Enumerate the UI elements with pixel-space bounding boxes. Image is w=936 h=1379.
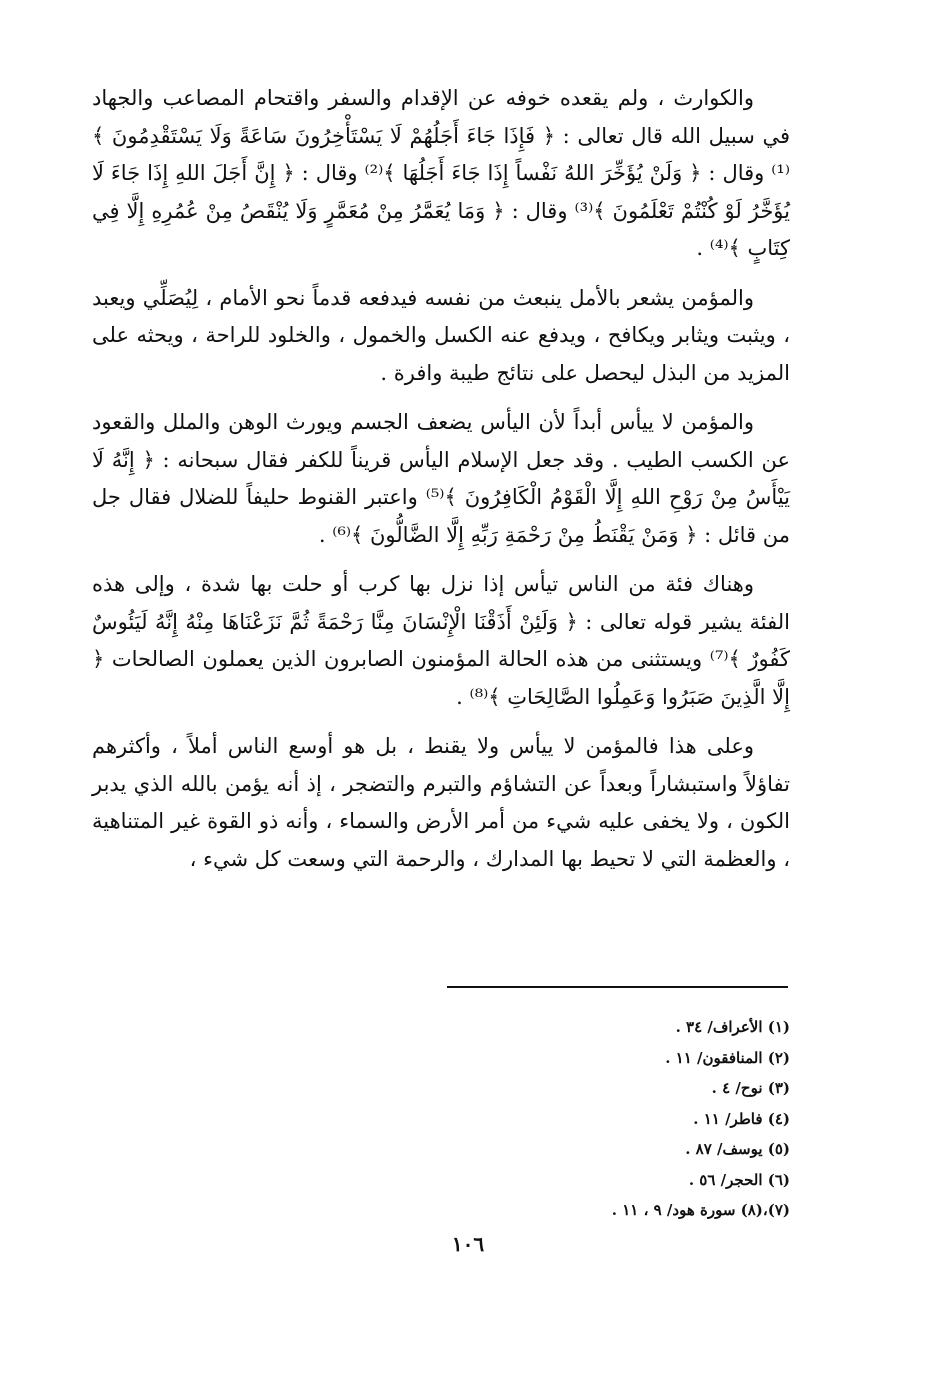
footnote-3: (٣) نوح/ ٤ . <box>711 1079 790 1097</box>
footnote-7-8: (٧)،(٨) سورة هود/ ٩ ، ١١ . <box>611 1201 790 1219</box>
page-number: ١٠٦ <box>451 1232 485 1256</box>
paragraph-2: والمؤمن يشعر بالأمل ينبعث من نفسه فيدفعه قدماً نحو الأمام ، لِيُصَلِّي ويعبد ، ويثبت ويثابر ويكافح ، ويدفع عنه الكسل والخمول ، والخلود للراحة ، ويحثه على المزيد من البذل ليحصل على نتائج طيبة وافرة . <box>92 285 790 385</box>
footnote-4: (٤) فاطر/ ١١ . <box>693 1109 790 1128</box>
footnote-divider <box>447 986 788 988</box>
footnote-1: (١) الأعراف/ ٣٤ . <box>675 1018 790 1036</box>
paragraph-3: والمؤمن لا ييأس أبداً لأن اليأس يضعف الجسم ويورث الوهن والملل والقعود عن الكسب الطيب . وقد جعل الإسلام اليأس قريناً للكفر فقال سبحانه : ﴿ إِنَّهُ لَا يَيْأَسُ مِنْ رَوْحِ اللهِ إِلَّا الْقَوْمُ الْكَافِرُونَ ﴾⁽⁵⁾ واعتبر القنوط حليفاً للضلال فقال جل من قائل : ﴿ وَمَنْ يَقْنَطُ مِنْ رَحْمَةِ رَبِّهِ إِلَّا الضَّالُّونَ ﴾⁽⁶⁾ . <box>92 410 790 547</box>
footnote-2: (٢) المنافقون/ ١١ . <box>665 1048 790 1067</box>
paragraph-5: وعلى هذا فالمؤمن لا ييأس ولا يقنط ، بل هو أوسع الناس أملاً ، وأكثرهم تفاؤلاً واستبشاراً وبعداً عن التشاؤم والتبرم والتضجر ، إذ أنه يؤمن بالله الذي يدبر الكون ، ولا يخفى عليه شيء من أمر الأرض والسماء ، وأنه ذو القوة غير المتناهية ، والعظمة التي لا تحيط بها المدارك ، والرحمة التي وسعت كل شيء ، <box>92 734 790 871</box>
footnotes-list <box>400 1012 790 1226</box>
paragraph-4: وهناك فئة من الناس تيأس إذا نزل بها كرب أو حلت بها شدة ، وإلى هذه الفئة يشير قوله تعالى : ﴿ وَلَئِنْ أَذَقْنَا الْإِنْسَانَ مِنَّا رَحْمَةً ثُمَّ نَزَعْنَاهَا مِنْهُ إِنَّهُ لَيَئُوسٌ كَفُورٌ ﴾⁽⁷⁾ ويستثنى من هذه الحالة المؤمنون الصابرون الذين يعملون الصالحات ﴿ إِلَّا الَّذِينَ صَبَرُوا وَعَمِلُوا الصَّالِحَاتِ ﴾⁽⁸⁾ . <box>92 572 791 709</box>
body-text <box>92 80 790 878</box>
footnote-5: (٥) يوسف/ ٨٧ . <box>685 1140 790 1158</box>
paragraph-1: والكوارث ، ولم يقعده خوفه عن الإقدام والسفر واقتحام المصاعب والجهاد في سبيل الله قال تعالى : ﴿ فَإِذَا جَاءَ أَجَلُهُمْ لَا يَسْتَأْخِرُونَ سَاعَةً وَلَا يَسْتَقْدِمُونَ ﴾⁽¹⁾ وقال : ﴿ وَلَنْ يُؤَخِّرَ اللهُ نَفْساً إِذَا جَاءَ أَجَلُهَا ﴾⁽²⁾ وقال : ﴿ إِنَّ أَجَلَ اللهِ إِذَا جَاءَ لَا يُؤَخَّرُ لَوْ كُنْتُمْ تَعْلَمُونَ ﴾⁽³⁾ وقال : ﴿ وَمَا يُعَمَّرُ مِنْ مُعَمَّرٍ وَلَا يُنْقَصُ مِنْ عُمُرِهِ إِلَّا فِي كِتَابٍ ﴾⁽⁴⁾ . <box>92 86 791 260</box>
footnote-6: (٦) الحجر/ ٥٦ . <box>688 1170 790 1189</box>
